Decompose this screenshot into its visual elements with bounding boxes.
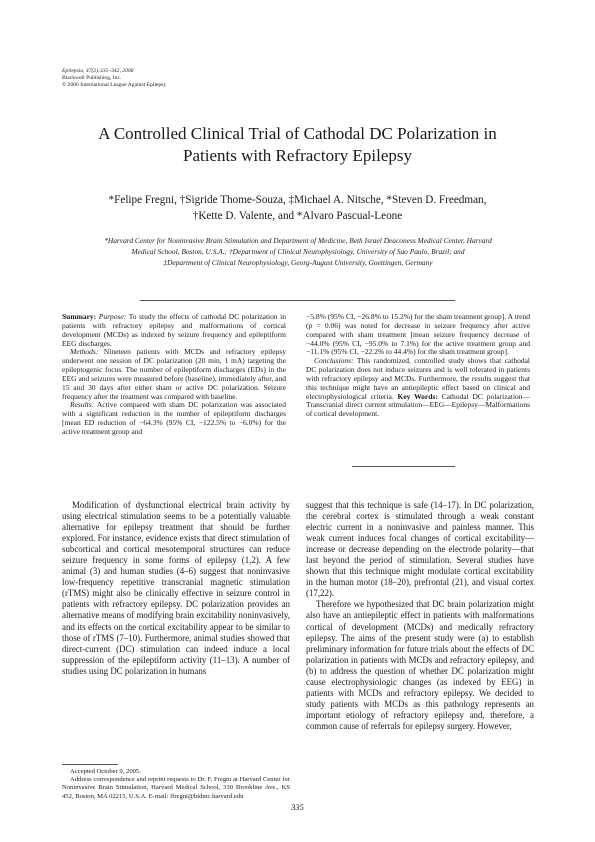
footnote: [62, 768, 290, 801]
abstract-conclusions: [306, 357, 530, 419]
affiliation-line-2: Medical School, Boston, U.S.A.; †Department of Clinical Neurophysiology, University of Sao Paulo, Brazil; and: [131, 247, 465, 256]
running-header: [62, 68, 166, 89]
correspondence-address: Address correspondence and reprint requests to Dr. F. Fregni at Harvard Center for Noninvasive Brain Stimulation, Harvard Medical School, 330 Brookline Ave., KS 452, Boston, MA 02215, U.S.A. E-mail: ffregni@bidmc.harvard.edu: [62, 776, 290, 800]
results-text-left: Active compared with sham DC polarization was associated with a significant reduction in the number of epileptiform discharges [mean ED reduction of −64.3% (95% CI, −122.5% to −6.0%) for the active treatment group and: [62, 400, 286, 436]
abstract-results-cont: −5.8% (95% CI, −26.8% to 15.2%) for the sham treatment group]. A trend (p = 0.06) was noted for decrease in seizure frequency after active compared with sham treatment [mean seizure frequency decrease of −44.0% (95% CI, −95.0% to 7.1%) for the active treatment group and −11.1% (95% CI, −22.2% to 44.4%) for the sham treatment group].: [306, 312, 530, 357]
affiliations: [60, 235, 536, 268]
abstract-results: [62, 401, 286, 436]
abstract-right-column: [306, 313, 530, 419]
methods-heading: Methods:: [70, 347, 99, 357]
abstract-left-column: [62, 313, 286, 437]
abstract-bottom-rule: [352, 466, 455, 467]
purpose-heading: Purpose:: [98, 312, 127, 321]
keywords-heading: Key Words:: [397, 391, 438, 401]
body-paragraph: Therefore we hypothesized that DC brain polarization might also have an antiepileptic effect in patients with malformations cortical of development (MCDs) and medically refractory epilepsy. The aims of the present study were (a) to establish preliminary information for future trials about the effects of DC polarization in patients with MCDs and refractory epilepsy, and (b) to address the question of whether DC polarization might cause electrophysiologic changes (as indexed by EEG) in patients with MCDs and refractory epilepsy. We decided to study patients with MCDs as this pathology represents an important etiology of refractory epilepsy and, therefore, a common cause of referrals for epilepsy surgery. However,: [306, 599, 534, 731]
footnote-rule: [62, 764, 118, 765]
purpose-text: To study the effects of cathodal DC polarization in patients with refractory epilepsy and malformations of cortical development (MCDs) as indexed by seizure frequency and epileptiform EEG discharges.: [62, 312, 287, 348]
body-left-column: [62, 500, 290, 677]
conclusions-heading: Conclusions:: [314, 356, 354, 366]
title-line-2: Patients with Refractory Epilepsy: [183, 146, 412, 165]
page-number: 335: [291, 802, 304, 812]
summary-heading: Summary:: [62, 312, 97, 321]
authors-line-2: †Kette D. Valente, and *Alvaro Pascual-Leone: [192, 210, 403, 222]
body-paragraph: Modification of dysfunctional electrical brain activity by using electrical stimulation seems to be a potentially valuable alternative for epilepsy treatment that should be further explored. For instance, evidence exists that direct stimulation of subcortical and cortical mesotemporal structures can reduce seizure frequency in some forms of epilepsy (1,2). A few animal (3) and human studies (4–6) suggest that noninvasive low-frequency repetitive transcranial magnetic stimulation (rTMS) might also be clinically effective in seizure control in patients with refractory epilepsy. DC polarization provides an alternative means of modifying brain excitability noninvasively, and its effects on the cortical excitability appear to be similar to those of rTMS (7–10). Furthermore, animal studies showed that direct-current (DC) stimulation can indeed induce a local suppression of the epileptiform activity (11–13). A number of studies using DC polarization in humans: [62, 500, 290, 676]
article-title: [40, 123, 555, 167]
results-heading: Results:: [70, 400, 95, 410]
publisher-line: Blackwell Publishing, Inc.: [62, 75, 122, 81]
methods-text: Nineteen patients with MCDs and refractory epilepsy underwent one session of DC polarization (20 min, 1 mA) targeting the epileptogenic focus. The number of epileptiform discharges (EDs) in the EEG and seizures were measured before (baseline), immediately after, and 15 and 30 days after either sham or active DC polarization. Seizure frequency after the treatment was compared with baseline.: [62, 347, 287, 401]
abstract-top-rule: [140, 300, 455, 301]
abstract-purpose: [62, 313, 286, 348]
body-right-column: [306, 500, 534, 732]
accepted-date: Accepted October 9, 2005.: [70, 768, 141, 775]
conclusions-text: This randomized, controlled study shows that cathodal DC polarization does not induce seizures and is well tolerated in patients with refractory epilepsy and MCDs. Furthermore, the results suggest that this technique might have an antiepileptic effect based on clinical and electrophysiological criteria.: [306, 356, 530, 401]
keywords-text: Cathodal DC polarization—Transcranial direct current stimulation—EEG—Epilepsy—Malformations of cortical development.: [306, 391, 531, 419]
abstract-methods: [62, 348, 286, 401]
title-line-1: A Controlled Clinical Trial of Cathodal DC Polarization in: [98, 124, 497, 143]
body-paragraph: suggest that this technique is safe (14–17). In DC polarization, the cerebral cortex is stimulated through a weak constant electric current in a noninvasive and painless manner. This weak current induces focal changes of cortical excitability—increase or decrease depending on the electrode polarity—that last beyond the period of stimulation. Several studies have shown that this technique might modulate cortical excitability in the human motor (18–20), prefrontal (21), and visual cortex (17,22).: [306, 500, 534, 599]
affiliation-line-1: *Harvard Center for Noninvasive Brain Stimulation and Department of Medicine, Beth Israel Deaconess Medical Center, Harvard: [104, 236, 492, 245]
journal-citation: Epilepsia, 47(2):335–342, 2006: [62, 68, 134, 74]
affiliation-line-3: ‡Department of Clinical Neurophysiology, Georg-August University, Goettingen, Germany: [163, 258, 433, 267]
copyright-line: © 2006 International League Against Epilepsy: [62, 82, 167, 88]
authors-line-1: *Felipe Fregni, †Sigride Thome-Souza, ‡Michael A. Nitsche, *Steven D. Freedman,: [108, 194, 487, 206]
author-list: [40, 192, 555, 224]
